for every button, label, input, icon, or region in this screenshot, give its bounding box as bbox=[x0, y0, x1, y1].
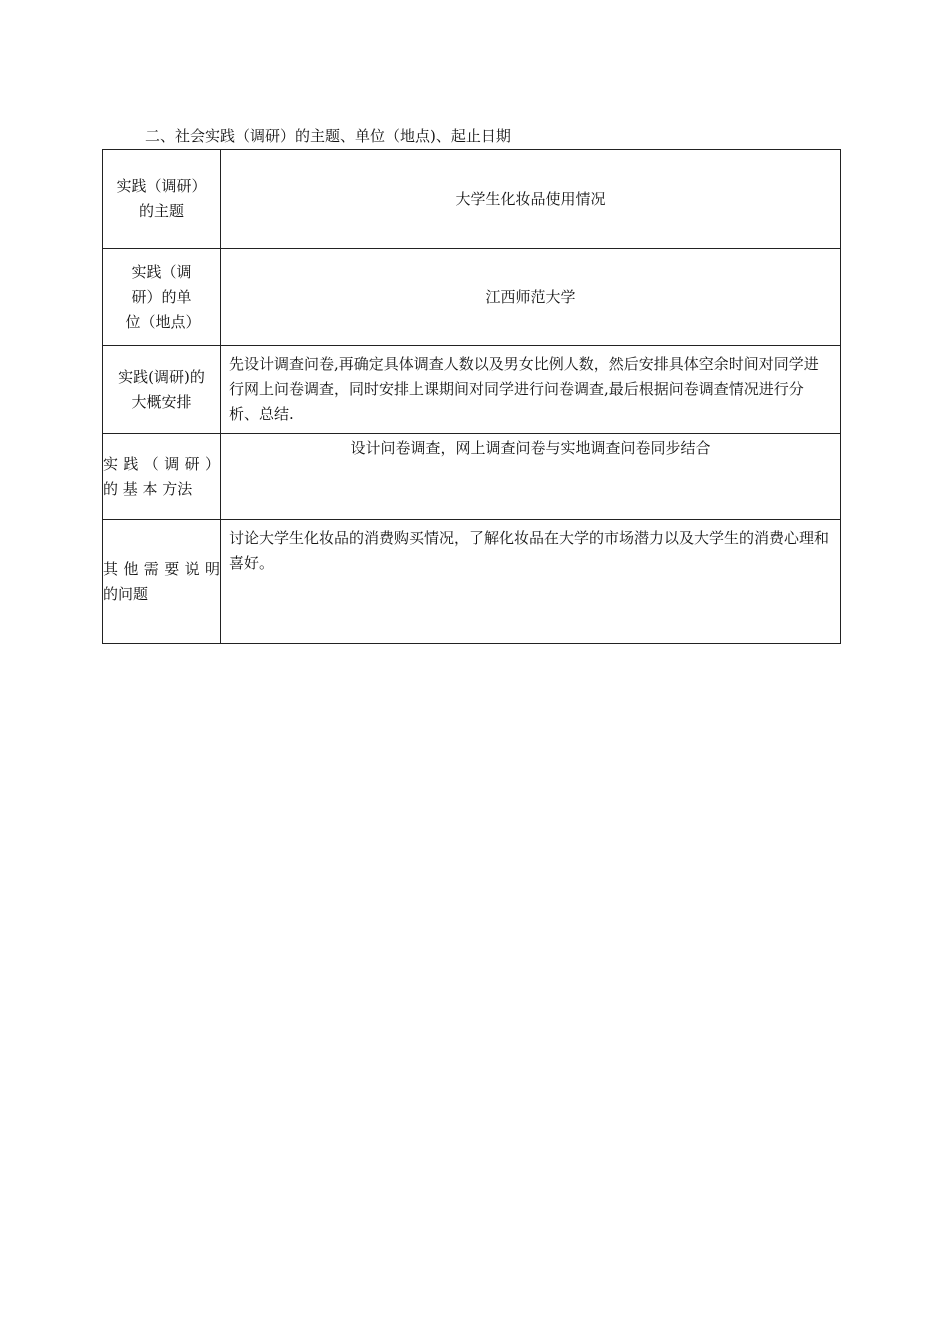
practice-info-table bbox=[102, 149, 841, 644]
label-schedule: 实践(调研)的大概安排 bbox=[118, 367, 205, 411]
label-cell-schedule bbox=[103, 346, 221, 434]
label-cell-unit bbox=[103, 249, 221, 346]
label-topic: 实践（调研）的主题 bbox=[116, 177, 207, 220]
table-row-schedule bbox=[103, 346, 841, 434]
label-cell-topic bbox=[103, 150, 221, 249]
value-other: 讨论大学生化妆品的消费购买情况，了解化妆品在大学的市场潜力以及大学生的消费心理和喜好。 bbox=[221, 520, 841, 644]
section-heading: 二、社会实践（调研）的主题、单位（地点)、起止日期 bbox=[145, 127, 511, 145]
value-method: 设计问卷调查，网上调查问卷与实地调查问卷同步结合 bbox=[221, 434, 841, 520]
table-row-other bbox=[103, 520, 841, 644]
label-unit: 实践（调研）的单位（地点） bbox=[125, 262, 201, 331]
table-row-unit bbox=[103, 249, 841, 346]
value-schedule: 先设计调查问卷,再确定具体调查人数以及男女比例人数，然后安排具体空余时间对同学进行网上问卷调查，同时安排上课期间对同学进行问卷调查,最后根据问卷调查情况进行分析、总结. bbox=[221, 346, 841, 434]
table-row-topic bbox=[103, 150, 841, 249]
value-topic: 大学生化妆品使用情况 bbox=[221, 150, 841, 249]
table-row-method bbox=[103, 434, 841, 520]
label-other: 其 他 需 要 说 明的问题 bbox=[103, 520, 221, 644]
value-unit: 江西师范大学 bbox=[221, 249, 841, 346]
label-method: 实 践 （ 调 研 ） 的 基 本 方法 bbox=[103, 434, 221, 520]
